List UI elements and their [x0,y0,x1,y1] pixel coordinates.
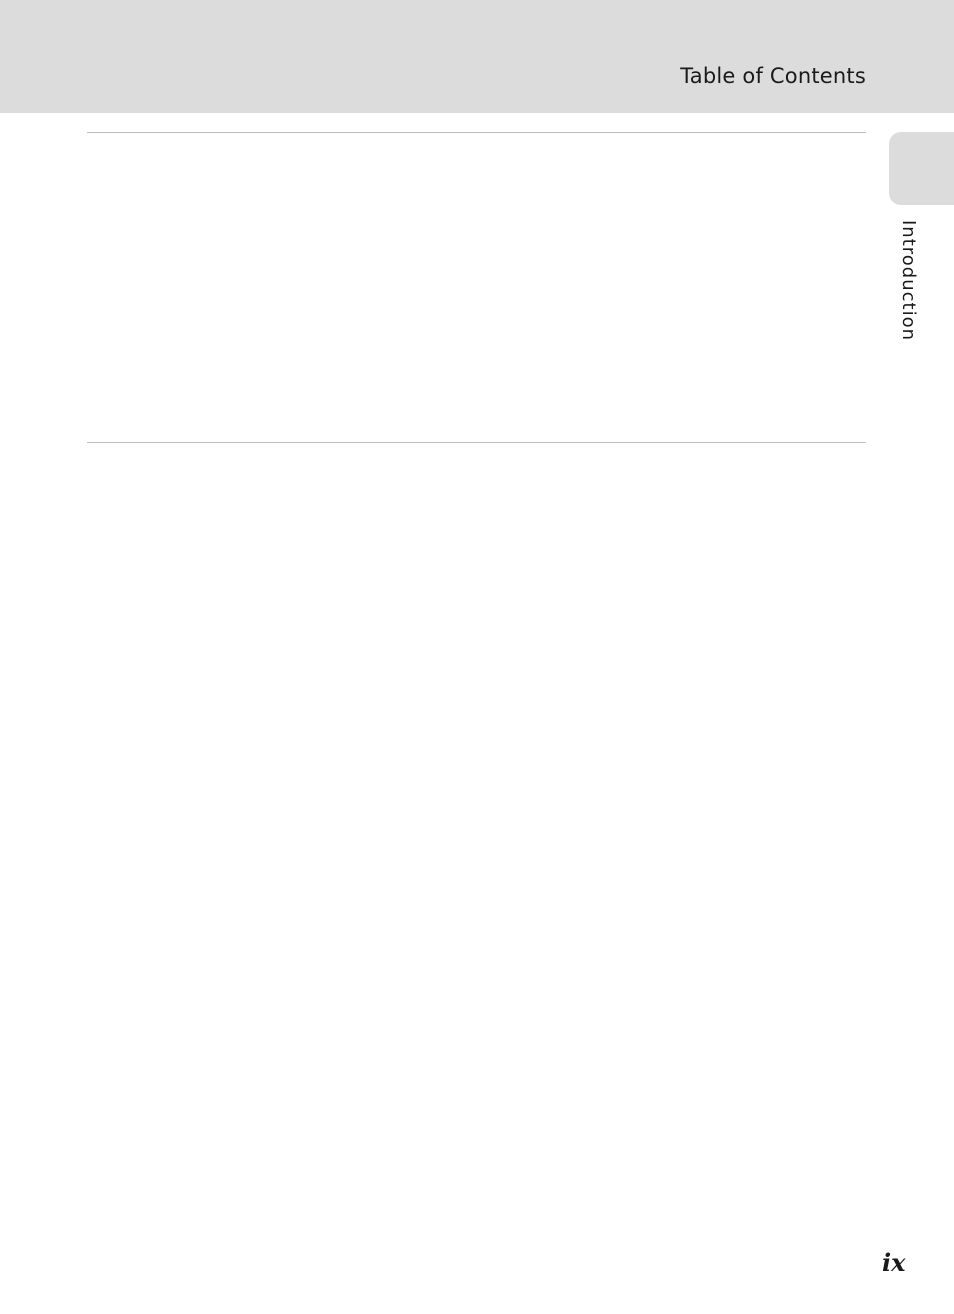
page-header-title: Table of Contents [680,64,866,88]
section-tab-label: Introduction [898,220,919,342]
section-divider [87,132,866,133]
section-divider [87,442,866,443]
page-number: ix [882,1248,906,1277]
section-tab [889,132,954,205]
header-band [0,0,954,113]
